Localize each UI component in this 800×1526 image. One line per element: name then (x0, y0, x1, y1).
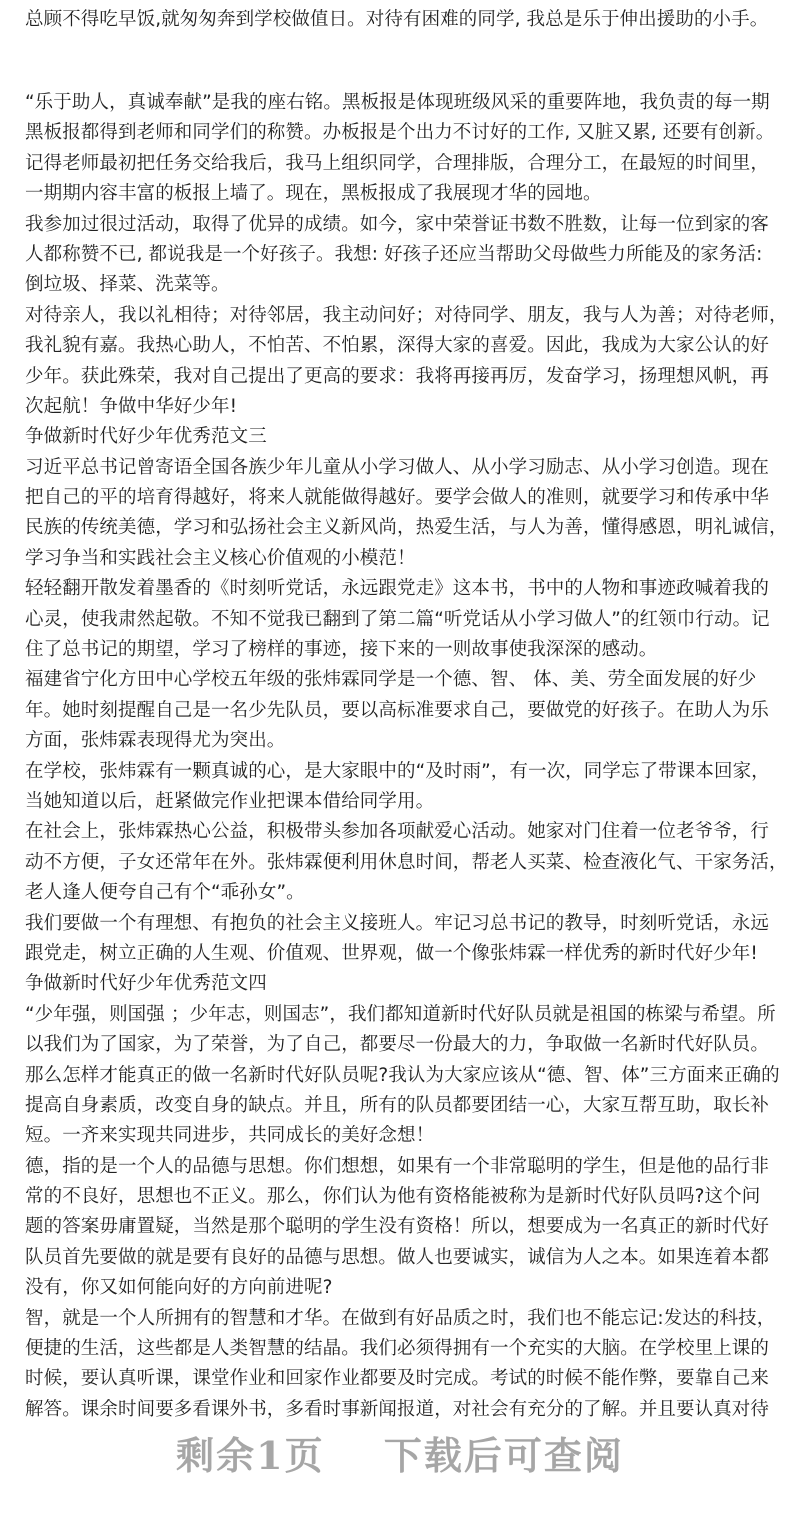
text-line: 便捷的生活，这些都是人类智慧的结晶。我们必须得拥有一个充实的大脑。在学校里上课的 (25, 1338, 770, 1360)
text-line: 时候，要认真听课，课堂作业和回家作业都要及时完成。考试的时候不能作弊，要靠自己来 (25, 1368, 770, 1390)
text-line: 人都称赞不已, 都说我是一个好孩子。我想: 好孩子还应当帮助父母做些力所能及的家务活: (25, 243, 763, 265)
text-line: 民族的传统美德，学习和弘扬社会主义新风尚，热爱生活，与人为善，懂得感恩，明礼诚信， (25, 517, 788, 539)
text-line: 争做新时代好少年优秀范文三 (25, 426, 267, 448)
text-line: 轻轻翻开散发着墨香的《时刻听党话，永远跟党走》这本书，书中的人物和事迹政喊着我的 (25, 578, 770, 600)
text-line: 以我们为了国家，为了荣誉，为了自己，都要尽一份最大的力，争取做一名新时代好队员。 (25, 1034, 770, 1056)
text-line: 在社会上，张炜霖热心公益，积极带头参加各项献爱心活动。她家对门住着一位老爷爷，行 (25, 821, 770, 843)
text-line: 倒垃圾、择菜、洗菜等。 (25, 274, 230, 296)
text-line: “少年强，则国强 ；少年志，则国志”，我们都知道新时代好队员就是祖国的栋梁与希望。所 (25, 1003, 776, 1025)
paragraph (25, 665, 785, 756)
text-line: 提高自身素质，改变自身的缺点。并且，所有的队员都要团结一心，大家互帮互助，取长补 (25, 1094, 770, 1116)
text-line: 福建省宁化方田中心学校五年级的张炜霖同学是一个德、智、 体、美、劳全面发展的好少 (25, 669, 757, 691)
text-line: 我们要做一个有理想、有抱负的社会主义接班人。牢记习总书记的教导，时刻听党话，永远 (25, 912, 770, 934)
text-line: 黑板报都得到老师和同学们的称赞。办板报是个出力不讨好的工作, 又脏又累, 还要有创新。 (25, 122, 775, 144)
text-line: 短。一齐来实现共同进步，共同成长的美好念想！ (25, 1125, 435, 1147)
download-prompt[interactable] (0, 1425, 800, 1480)
text-line: “乐于助人，真诚奉献”是我的座右铭。黑板报是体现班级风采的重要阵地，我负责的每一期 (25, 92, 770, 113)
text-line: 当她知道以后，赶紧做完作业把课本借给同学用。 (25, 790, 435, 812)
text-line: 总顾不得吃早饭,就匆匆奔到学校做值日。对待有困难的同学, 我总是乐于伸出援助的小手。 (25, 9, 769, 30)
paragraph (25, 453, 788, 575)
text-line: 记得老师最初把任务交给我后，我马上组织同学，合理排版，合理分工，在最短的时间里， (25, 152, 770, 174)
text-line: 队员首先要做的就是要有良好的品德与思想。做人也要诚实，诚信为人之本。如果连着本都 (25, 1246, 770, 1268)
text-line: 动不方便，子女还常年在外。张炜霖便利用休息时间，帮老人买菜、检查液化气、干家务活， (25, 851, 788, 873)
text-line: 我礼貌有嘉。我热心助人，不怕苦、不怕累，深得大家的喜爱。因此，我成为大家公认的好 (25, 335, 770, 357)
text-line: 德，指的是一个人的品德与思想。你们想想，如果有一个非常聪明的学生，但是他的品行非 (25, 1155, 770, 1177)
text-line: 常的不良好，思想也不正义。那么，你们认为他有资格能被称为是新时代好队员吗?这个问 (25, 1186, 761, 1208)
text-line: 那么怎样才能真正的做一名新时代好队员呢?我认为大家应该从“德、智、体”三方面来正确的 (25, 1064, 780, 1086)
text-line: 没有，你又如何能向好的方向前进呢? (25, 1277, 333, 1299)
text-line: 智，就是一个人所拥有的智慧和才华。在做到有好品质之时，我们也不能忘记:发达的科技， (25, 1307, 776, 1329)
text-line: 学习争当和实践社会主义核心价值观的小模范！ (25, 547, 416, 569)
intro-tail (25, 5, 785, 35)
text-line: 对待亲人，我以礼相待；对待邻居，我主动问好；对待同学、朋友，我与人为善；对待老师， (25, 304, 788, 326)
text-line: 题的答案毋庸置疑，当然是那个聪明的学生没有资格！所以，想要成为一名真正的新时代好 (25, 1216, 770, 1238)
section-heading (25, 969, 785, 999)
text-line: 解答。课余时间要多看课外书，多看时事新闻报道，对社会有充分的了解。并且要认真对待 (25, 1398, 770, 1420)
text-line: 跟党走，树立正确的人生观、价值观、世界观，做一个像张炜霖一样优秀的新时代好少年! (25, 942, 758, 964)
paragraph (25, 817, 788, 908)
text-line: 把自己的平的培育得越好，将来人就能做得越好。要学会做人的准则，就要学习和传承中华 (25, 487, 770, 509)
text-line: 在学校，张炜霖有一颗真诚的心，是大家眼中的“及时雨”，有一次，同学忘了带课本回家， (25, 760, 770, 782)
text-line: 心灵，使我肃然起敬。不知不觉我已翻到了第二篇“听党话从小学习做人”的红领巾行动。记 (25, 608, 770, 630)
paragraph (25, 574, 785, 665)
paragraph (25, 210, 785, 301)
paragraph (25, 88, 785, 210)
text-line: 年。她时刻提醒自己是一名少先队员，要以高标准要求自己，要做党的好孩子。在助人为乐 (25, 699, 770, 721)
text-line: 一期期内容丰富的板报上墙了。现在，黑板报成了我展现才华的园地。 (25, 183, 602, 205)
text-line: 习近平总书记曾寄语全国各族少年儿童从小学习做人、从小学习励志、从小学习创造。现在 (25, 456, 770, 478)
paragraph (25, 1152, 785, 1304)
text-line: 老人逢人便夸自己有个“乖孙女”。 (25, 882, 305, 904)
paragraph (25, 301, 788, 423)
text-line: 我参加过很过活动，取得了优异的成绩。如今，家中荣誉证书数不胜数，让每一位到家的客 (25, 213, 770, 235)
section-heading (25, 422, 785, 452)
paragraph (25, 757, 785, 818)
text-line: 争做新时代好少年优秀范文四 (25, 973, 267, 995)
text-line: 少年。获此殊荣，我对自己提出了更高的要求：我将再接再厉，发奋学习，扬理想风帆，再 (25, 365, 770, 387)
document-body (25, 88, 788, 1425)
text-line: 方面，张炜霖表现得尤为突出。 (25, 730, 286, 752)
remaining-pages-label: 剩余1页 (176, 1433, 325, 1478)
paragraph (25, 1304, 785, 1426)
paragraph (25, 909, 785, 970)
paragraph (25, 1000, 785, 1152)
text-line: 住了总书记的期望，学习了榜样的事迹，接下来的一则故事使我深深的感动。 (25, 639, 658, 661)
text-line: 次起航！争做中华好少年! (25, 395, 238, 417)
download-label: 下载后可查阅 (383, 1433, 624, 1478)
